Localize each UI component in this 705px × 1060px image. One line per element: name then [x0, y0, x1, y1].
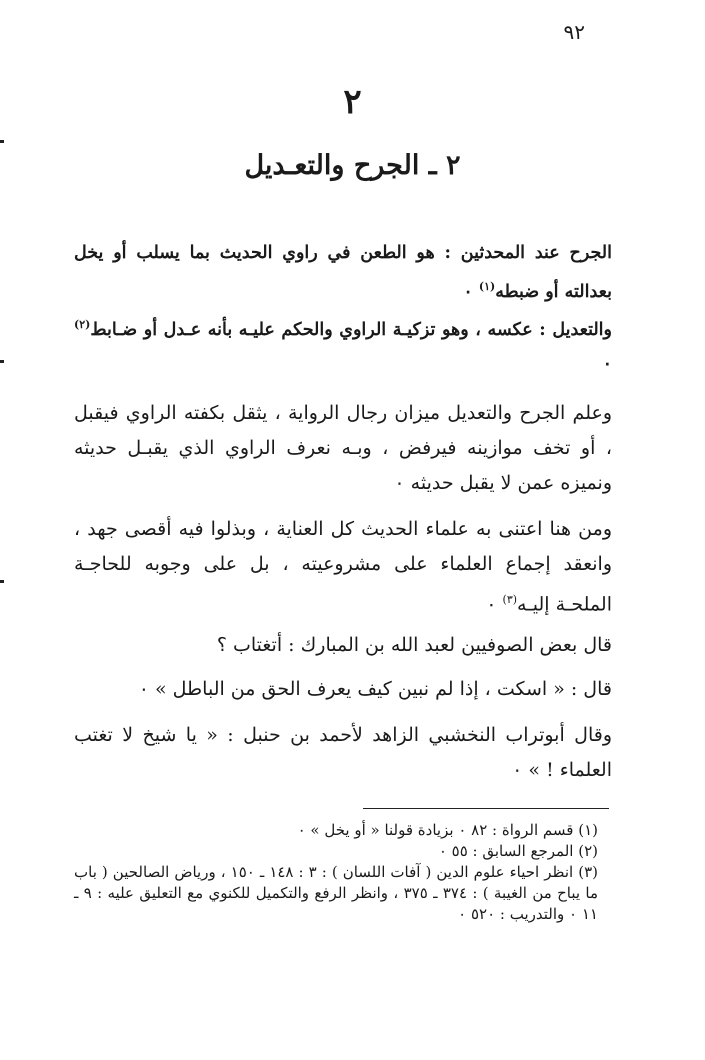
chapter-number: ٢	[343, 82, 362, 122]
paragraph-care-end: ٠	[486, 593, 503, 616]
paragraph-care-text: ومن هنا اعتنى به علماء الحديث كل العناية ، وبذلوا فيه أقصى جهد ، وانعقد إجماع العلماء على مشروعيته ، بل على وجوبه للحاجـة الملحـة إليـه	[74, 518, 612, 616]
definition-jarh-end: ٠	[463, 281, 479, 302]
margin-mark	[0, 580, 4, 583]
definition-jarh	[74, 236, 612, 309]
paragraph-abutorab: وقال أبوتراب النخشبي الزاهد لأحمد بن حنبل : « يا شيخ لا تغتب العلماء ! » ٠	[74, 724, 612, 781]
footnote-3: (٣) انظر احياء علوم الدين ( آفات اللسان ) : ٣ : ١٤٨ ـ ١٥٠ ، ورياض الصالحين ( باب ما يباح من الغيبة ) : ٣٧٤ ـ ٣٧٥ ، وانظر الرفع والتكميل للكنوي مع التعليق عليه : ٩ ـ ١١ ٠ والتدريب : ٥٢٠ ٠	[74, 863, 599, 923]
footnotes	[74, 820, 612, 925]
definition-tadil	[74, 308, 612, 381]
footnote-ref-2: (٢)	[74, 318, 91, 331]
footnote-2: (٢) المرجع السابق : ٥٥ ٠	[438, 842, 598, 860]
footnote-ref-1: (١)	[478, 280, 496, 293]
paragraph-question: قال بعض الصوفيين لعبد الله بن المبارك : أتغتاب ؟	[216, 634, 612, 656]
definition-tadil-end: ٠	[602, 353, 612, 374]
margin-mark	[0, 140, 4, 143]
definition-jarh-text: الجرح عند المحدثين : هو الطعن في راوي الحديث بما يسلب أو يخل بعدالته أو ضبطه	[74, 243, 612, 302]
paragraph-care	[74, 512, 612, 622]
footnote-1: (١) قسم الرواة : ٨٢ ٠ بزيادة قولنا « أو يخل » ٠	[297, 821, 598, 839]
footnote-ref-3: (٣)	[502, 593, 518, 606]
page-number: ٩٢	[563, 20, 585, 44]
paragraph-science: وعلم الجرح والتعديل ميزان رجال الرواية ، يثقل بكفته الراوي فيقبل ، أو تخف موازينه فيرفض ، وبـه نعرف الراوي الذي يقبـل حديثه ونميزه عمن لا يقبل حديثه ٠	[74, 402, 612, 494]
chapter-title: ٢ ـ الجرح والتعـديل	[244, 150, 461, 181]
margin-mark	[0, 360, 4, 363]
footnote-divider	[363, 808, 609, 809]
definition-tadil-text: والتعديل : عكسه ، وهو تزكيـة الراوي والحكم عليـه بأنه عـدل أو ضـابط	[90, 319, 612, 340]
paragraph-answer: قال : « اسكت ، إذا لم نبين كيف يعرف الحق من الباطل » ٠	[138, 678, 612, 700]
